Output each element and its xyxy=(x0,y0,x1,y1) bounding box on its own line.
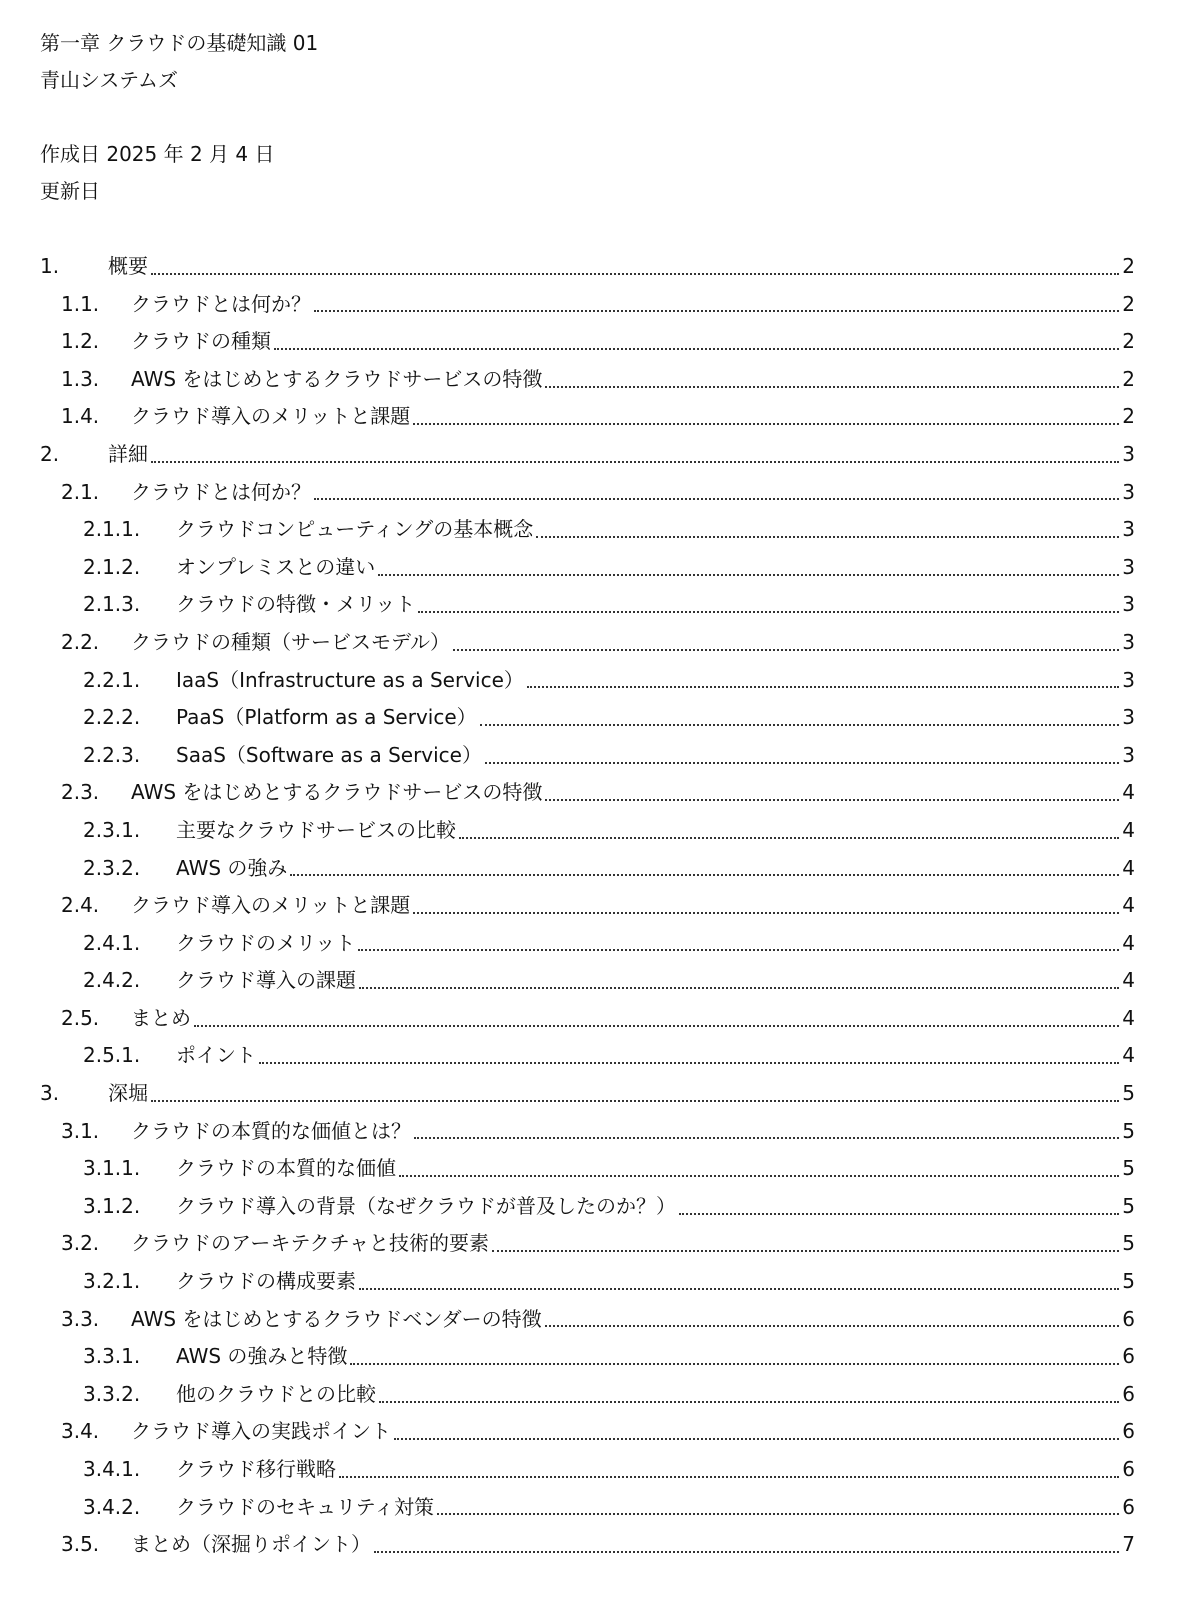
toc-entry[interactable] xyxy=(40,549,1135,587)
toc-entry-number: 3.1.2. xyxy=(83,1193,141,1218)
updated-date: 更新日 xyxy=(40,179,100,203)
toc-entry[interactable] xyxy=(40,962,1135,1000)
toc-entry-title: AWS をはじめとするクラウドベンダーの特徴 xyxy=(131,1306,542,1331)
toc-entry-number: 3.2.1. xyxy=(83,1269,141,1294)
toc-entry-title: クラウド導入のメリットと課題 xyxy=(131,893,411,918)
created-date: 作成日 2025 年 2 月 4 日 xyxy=(40,142,275,166)
toc-entry-title: クラウドのメリット xyxy=(176,930,356,955)
toc-dot-leader xyxy=(259,1046,1119,1066)
toc-dot-leader xyxy=(527,670,1119,690)
toc-entry-number: 2.1. xyxy=(61,479,100,504)
toc-entry-page-number: 4 xyxy=(1122,968,1135,993)
toc-dot-leader xyxy=(414,1121,1119,1141)
toc-dot-leader xyxy=(314,482,1119,502)
toc-dot-leader xyxy=(339,1460,1119,1480)
toc-entry[interactable] xyxy=(40,248,1135,286)
toc-dot-leader xyxy=(485,746,1119,766)
toc-entry[interactable] xyxy=(40,436,1135,474)
toc-entry-number: 1.2. xyxy=(61,329,100,354)
toc-dot-leader xyxy=(359,1272,1119,1292)
toc-entry[interactable] xyxy=(40,737,1135,775)
toc-entry-title: 概要 xyxy=(108,254,148,278)
toc-entry-title: ポイント xyxy=(176,1043,256,1068)
toc-entry-page-number: 6 xyxy=(1122,1457,1135,1481)
toc-entry-number: 2.3.2. xyxy=(83,855,141,880)
toc-dot-leader xyxy=(350,1347,1119,1367)
toc-entry-number: 2.2.1. xyxy=(83,667,141,692)
toc-entry[interactable] xyxy=(40,1188,1135,1226)
toc-entry-page-number: 4 xyxy=(1122,817,1135,842)
toc-entry-number: 1.4. xyxy=(61,404,100,429)
toc-entry-number: 1.1. xyxy=(61,291,100,316)
toc-entry-page-number: 5 xyxy=(1122,1269,1135,1294)
toc-entry-number: 3.3.1. xyxy=(83,1344,141,1369)
toc-entry[interactable] xyxy=(40,1451,1135,1489)
toc-entry-number: 1. xyxy=(40,254,60,278)
toc-entry[interactable] xyxy=(40,361,1135,399)
toc-entry[interactable] xyxy=(40,1150,1135,1188)
toc-entry-page-number: 3 xyxy=(1122,554,1135,579)
toc-entry-number: 3.3. xyxy=(61,1306,100,1331)
toc-entry-number: 2.4.1. xyxy=(83,930,141,955)
toc-entry[interactable] xyxy=(40,286,1135,324)
toc-dot-leader xyxy=(679,1197,1119,1217)
toc-entry-page-number: 4 xyxy=(1122,893,1135,918)
toc-entry-number: 2.1.1. xyxy=(83,517,141,542)
toc-dot-leader xyxy=(194,1009,1119,1029)
toc-entry-title: PaaS（Platform as a Service） xyxy=(176,705,477,730)
toc-dot-leader xyxy=(413,896,1119,916)
toc-entry[interactable] xyxy=(40,662,1135,700)
toc-entry-number: 2.5. xyxy=(61,1005,100,1030)
toc-dot-leader xyxy=(151,445,1119,465)
toc-entry-title: クラウドの特徴・メリット xyxy=(176,592,416,617)
toc-dot-leader xyxy=(358,933,1119,953)
toc-entry-page-number: 3 xyxy=(1122,592,1135,617)
blank-line xyxy=(40,210,1135,248)
toc-entry-title: まとめ（深掘りポイント） xyxy=(131,1532,371,1557)
toc-dot-leader xyxy=(151,1084,1119,1104)
document-title: 第一章 クラウドの基礎知識 01 xyxy=(40,31,319,55)
toc-entry-number: 2.3. xyxy=(61,780,100,805)
toc-entry[interactable] xyxy=(40,699,1135,737)
toc-entry[interactable] xyxy=(40,887,1135,925)
toc-entry-page-number: 5 xyxy=(1122,1118,1135,1143)
toc-entry[interactable] xyxy=(40,774,1135,812)
toc-entry-page-number: 4 xyxy=(1122,1005,1135,1030)
toc-entry[interactable] xyxy=(40,624,1135,662)
toc-entry-title: IaaS（Infrastructure as a Service） xyxy=(176,667,524,692)
toc-entry-page-number: 2 xyxy=(1122,404,1135,429)
toc-entry-page-number: 4 xyxy=(1122,855,1135,880)
toc-entry-number: 3.4. xyxy=(61,1419,100,1444)
blank-line xyxy=(40,99,1135,136)
toc-entry-title: クラウドとは何か？ xyxy=(131,479,311,504)
toc-dot-leader xyxy=(413,407,1119,427)
toc-entry-number: 3.2. xyxy=(61,1231,100,1256)
toc-entry-number: 2.2. xyxy=(61,629,100,654)
toc-entry-page-number: 3 xyxy=(1122,441,1135,466)
toc-entry-page-number: 2 xyxy=(1122,254,1135,278)
toc-entry-number: 3.3.2. xyxy=(83,1381,141,1406)
toc-entry-title: 他のクラウドとの比較 xyxy=(176,1381,376,1406)
toc-entry-title: AWS の強み xyxy=(176,855,288,880)
toc-dot-leader xyxy=(379,1385,1119,1405)
toc-entry-number: 3.4.1. xyxy=(83,1457,141,1481)
toc-dot-leader xyxy=(492,1234,1119,1254)
toc-entry-page-number: 5 xyxy=(1122,1231,1135,1256)
toc-entry-number: 2.2.2. xyxy=(83,705,141,730)
toc-entry[interactable] xyxy=(40,1075,1135,1113)
toc-dot-leader xyxy=(274,332,1119,352)
toc-entry-page-number: 6 xyxy=(1122,1306,1135,1331)
toc-dot-leader xyxy=(314,294,1119,314)
toc-entry[interactable] xyxy=(40,1113,1135,1151)
toc-entry-page-number: 3 xyxy=(1122,629,1135,654)
toc-entry[interactable] xyxy=(40,1263,1135,1301)
toc-entry[interactable] xyxy=(40,586,1135,624)
toc-dot-leader xyxy=(418,595,1119,615)
toc-entry-number: 1.3. xyxy=(61,366,100,391)
toc-entry-page-number: 3 xyxy=(1122,705,1135,730)
toc-entry[interactable] xyxy=(40,323,1135,361)
toc-entry-number: 2.1.3. xyxy=(83,592,141,617)
toc-dot-leader xyxy=(480,708,1120,728)
toc-dot-leader xyxy=(545,1309,1120,1329)
toc-entry-page-number: 3 xyxy=(1122,479,1135,504)
toc-entry-title: 詳細 xyxy=(108,441,148,466)
toc-entry-title: AWS の強みと特徴 xyxy=(176,1344,348,1369)
toc-entry-title: クラウド導入の背景（なぜクラウドが普及したのか？） xyxy=(176,1193,676,1218)
toc-entry-title: クラウドとは何か？ xyxy=(131,291,311,316)
toc-dot-leader xyxy=(399,1159,1119,1179)
toc-entry[interactable] xyxy=(40,1338,1135,1376)
toc-entry[interactable] xyxy=(40,398,1135,436)
toc-entry-title: SaaS（Software as a Service） xyxy=(176,742,482,767)
toc-entry-page-number: 4 xyxy=(1122,780,1135,805)
toc-entry[interactable] xyxy=(40,925,1135,963)
toc-entry[interactable] xyxy=(40,812,1135,850)
toc-entry-title: 主要なクラウドサービスの比較 xyxy=(176,817,456,842)
toc-entry-title: クラウドの本質的な価値 xyxy=(176,1156,396,1181)
toc-entry[interactable] xyxy=(40,1037,1135,1075)
toc-dot-leader xyxy=(290,858,1119,878)
toc-entry-number: 3.5. xyxy=(61,1532,100,1557)
toc-dot-leader xyxy=(545,370,1119,390)
toc-entry-title: クラウドの種類 xyxy=(131,329,271,354)
toc-entry-title: AWS をはじめとするクラウドサービスの特徴 xyxy=(131,780,543,805)
toc-dot-leader xyxy=(545,783,1119,803)
toc-entry-number: 2.4. xyxy=(61,893,100,918)
toc-entry[interactable] xyxy=(40,850,1135,888)
toc-entry[interactable] xyxy=(40,474,1135,512)
toc-entry-number: 2.5.1. xyxy=(83,1043,141,1068)
toc-entry-number: 2.3.1. xyxy=(83,817,141,842)
toc-entry-number: 2. xyxy=(40,441,60,466)
toc-entry-page-number: 7 xyxy=(1122,1532,1135,1557)
toc-entry-page-number: 6 xyxy=(1122,1494,1135,1519)
toc-entry-number: 3.1.1. xyxy=(83,1156,141,1181)
toc-entry-number: 3. xyxy=(40,1081,60,1106)
toc-entry[interactable] xyxy=(40,1225,1135,1263)
toc-entry-page-number: 2 xyxy=(1122,366,1135,391)
company-name: 青山システムズ xyxy=(40,68,178,92)
toc-dot-leader xyxy=(459,821,1119,841)
toc-entry[interactable] xyxy=(40,1526,1135,1564)
toc-entry-page-number: 5 xyxy=(1122,1156,1135,1181)
toc-entry-page-number: 5 xyxy=(1122,1193,1135,1218)
toc-entry[interactable] xyxy=(40,1489,1135,1527)
toc-entry-title: クラウドコンピューティングの基本概念 xyxy=(176,517,534,542)
toc-entry-page-number: 2 xyxy=(1122,291,1135,316)
toc-entry-page-number: 4 xyxy=(1122,1043,1135,1068)
toc-entry-page-number: 3 xyxy=(1122,742,1135,767)
table-of-contents xyxy=(40,248,1135,1564)
toc-entry-title: クラウドの種類（サービスモデル） xyxy=(131,629,450,654)
toc-entry[interactable] xyxy=(40,1376,1135,1414)
toc-entry-number: 2.2.3. xyxy=(83,742,141,767)
toc-entry-page-number: 6 xyxy=(1122,1344,1135,1369)
toc-dot-leader xyxy=(394,1422,1119,1442)
toc-entry-title: AWS をはじめとするクラウドサービスの特徴 xyxy=(131,366,543,391)
toc-entry-number: 3.1. xyxy=(61,1118,100,1143)
toc-entry-title: オンプレミスとの違い xyxy=(176,554,376,579)
toc-entry-page-number: 4 xyxy=(1122,930,1135,955)
toc-entry-title: 深堀 xyxy=(108,1081,148,1106)
toc-dot-leader xyxy=(359,971,1119,991)
toc-entry-number: 3.4.2. xyxy=(83,1494,141,1519)
toc-entry-title: クラウドの構成要素 xyxy=(176,1269,356,1294)
toc-entry-page-number: 6 xyxy=(1122,1381,1135,1406)
toc-dot-leader xyxy=(151,257,1119,277)
toc-entry-number: 2.4.2. xyxy=(83,968,141,993)
toc-entry[interactable] xyxy=(40,511,1135,549)
toc-entry-title: クラウドのアーキテクチャと技術的要素 xyxy=(131,1231,489,1256)
toc-entry-title: クラウド導入の課題 xyxy=(176,968,356,993)
toc-dot-leader xyxy=(453,633,1119,653)
toc-dot-leader xyxy=(378,558,1119,578)
toc-entry-number: 2.1.2. xyxy=(83,554,141,579)
toc-entry-title: クラウド移行戦略 xyxy=(176,1457,336,1481)
toc-entry-title: クラウドのセキュリティ対策 xyxy=(176,1494,434,1519)
toc-dot-leader xyxy=(536,520,1119,540)
toc-dot-leader xyxy=(437,1497,1119,1517)
toc-entry[interactable] xyxy=(40,1000,1135,1038)
toc-entry-page-number: 2 xyxy=(1122,329,1135,354)
toc-entry-title: クラウド導入のメリットと課題 xyxy=(131,404,411,429)
toc-entry-title: クラウド導入の実践ポイント xyxy=(131,1419,391,1444)
toc-entry[interactable] xyxy=(40,1413,1135,1451)
toc-dot-leader xyxy=(374,1535,1119,1555)
toc-entry-page-number: 3 xyxy=(1122,517,1135,542)
toc-entry-page-number: 5 xyxy=(1122,1081,1135,1106)
toc-entry-page-number: 3 xyxy=(1122,667,1135,692)
toc-entry-title: クラウドの本質的な価値とは？ xyxy=(131,1118,411,1143)
toc-entry-title: まとめ xyxy=(131,1005,191,1030)
toc-entry[interactable] xyxy=(40,1301,1135,1339)
toc-entry-page-number: 6 xyxy=(1122,1419,1135,1444)
